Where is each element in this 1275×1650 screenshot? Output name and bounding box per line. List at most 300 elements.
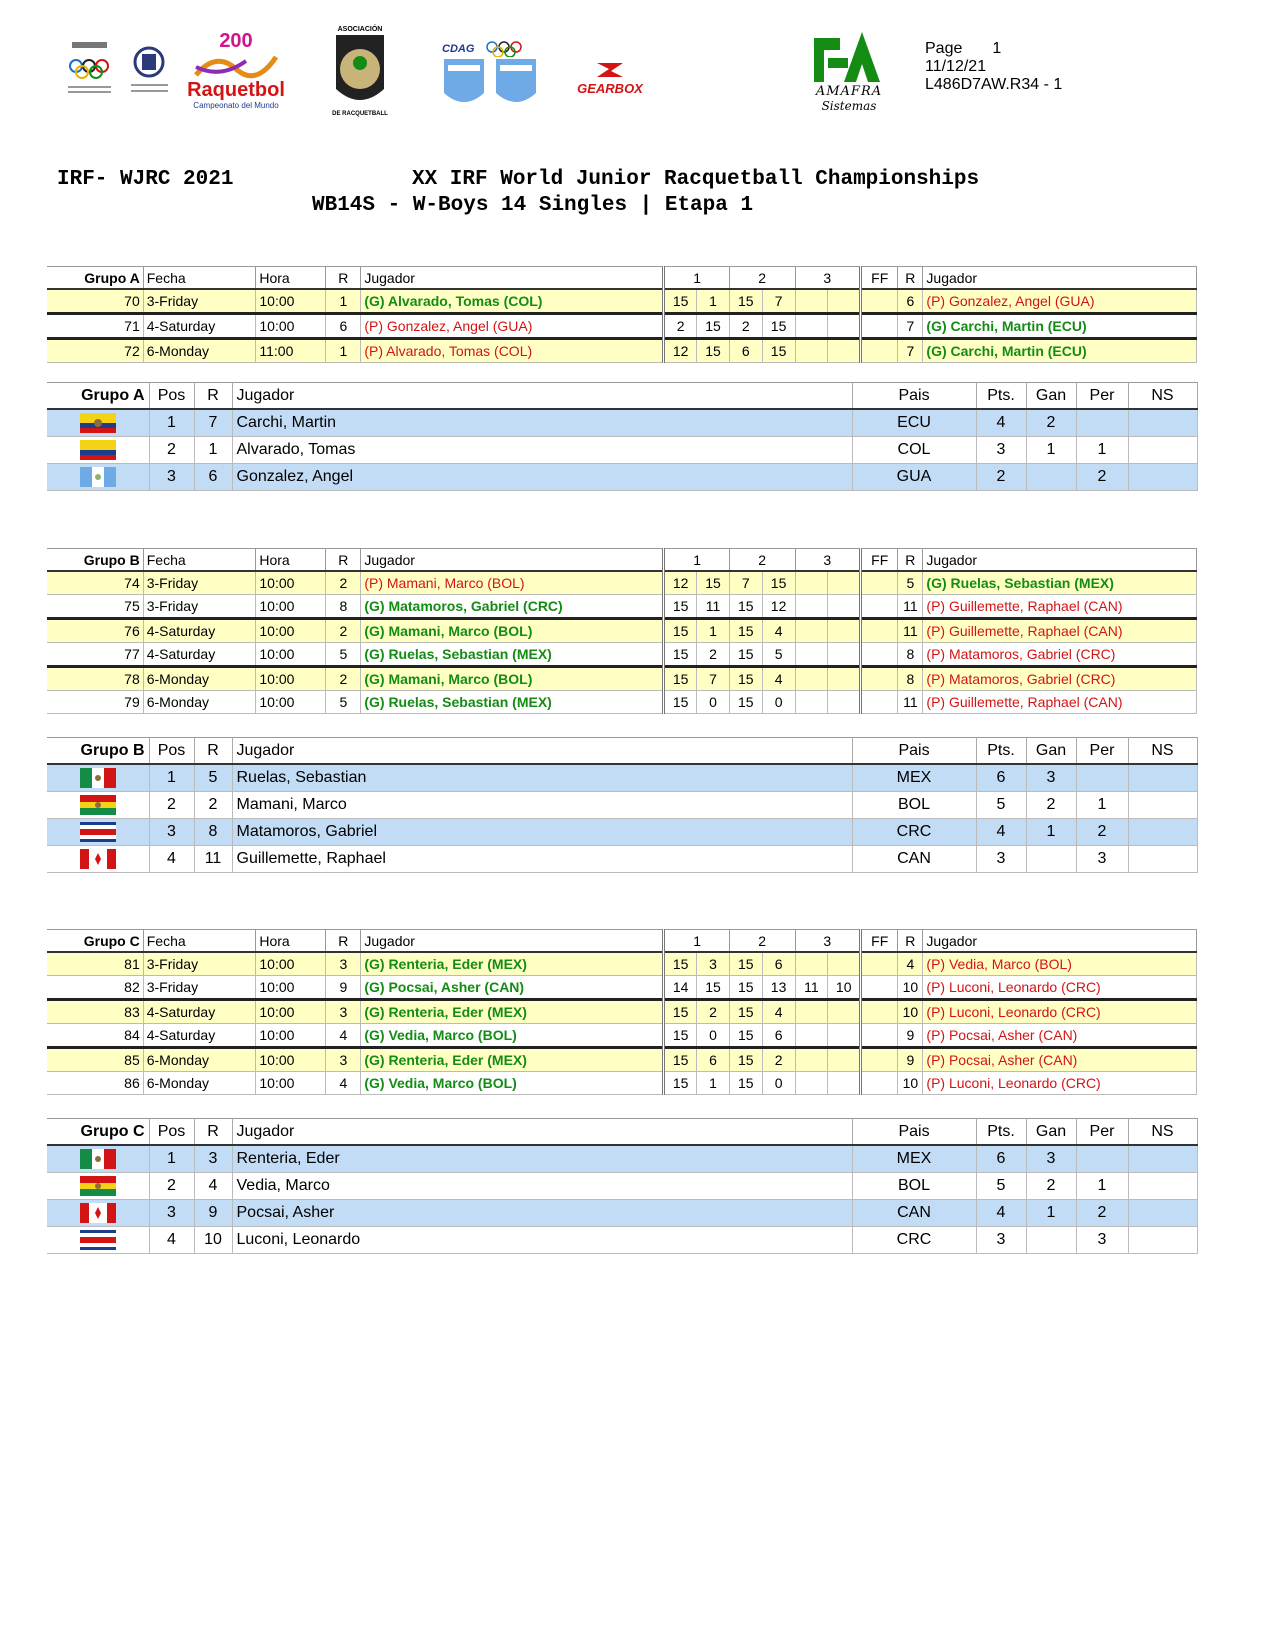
points: 3 xyxy=(976,846,1026,873)
player2-rank: 10 xyxy=(898,1000,923,1024)
raquetbol-200-logo: 200 Raquetbol Campeonato del Mundo xyxy=(187,29,285,110)
match-number: 79 xyxy=(47,691,143,714)
match-number: 70 xyxy=(47,289,143,314)
player1-rank: 3 xyxy=(326,1048,361,1072)
col-jugador2: Jugador xyxy=(923,930,1197,953)
player1-rank: 6 xyxy=(326,314,361,339)
match-date: 4-Saturday xyxy=(143,643,256,667)
game-score xyxy=(828,289,861,314)
col-hora: Hora xyxy=(256,267,326,290)
player-name: Ruelas, Sebastian xyxy=(232,764,852,792)
position: 1 xyxy=(149,409,194,437)
player-name: Matamoros, Gabriel xyxy=(232,819,852,846)
player2-rank: 7 xyxy=(898,339,923,363)
rank: 1 xyxy=(194,437,232,464)
forfeit xyxy=(861,1072,898,1095)
game-score xyxy=(795,1072,828,1095)
player2-name: (G) Carchi, Martin (ECU) xyxy=(923,314,1197,339)
forfeit xyxy=(861,667,898,691)
col-game-2: 2 xyxy=(729,549,795,572)
match-number: 74 xyxy=(47,571,143,595)
points: 5 xyxy=(976,792,1026,819)
game-score: 2 xyxy=(762,1048,795,1072)
game-score: 15 xyxy=(729,595,762,619)
rank: 2 xyxy=(194,792,232,819)
points: 6 xyxy=(976,1145,1026,1173)
col-per: Per xyxy=(1076,738,1128,765)
game-score: 6 xyxy=(762,1024,795,1048)
rank: 10 xyxy=(194,1227,232,1254)
player2-name: (G) Carchi, Martin (ECU) xyxy=(923,339,1197,363)
player2-name: (G) Ruelas, Sebastian (MEX) xyxy=(923,571,1197,595)
player-name: Renteria, Eder xyxy=(232,1145,852,1173)
col-per: Per xyxy=(1076,383,1128,410)
player-name: Guillemette, Raphael xyxy=(232,846,852,873)
player1-name: (G) Matamoros, Gabriel (CRC) xyxy=(361,595,664,619)
position: 3 xyxy=(149,1200,194,1227)
game-score: 12 xyxy=(762,595,795,619)
col-r: R xyxy=(326,930,361,953)
col-jugador: Jugador xyxy=(232,1119,852,1146)
lost: 1 xyxy=(1076,437,1128,464)
match-number: 86 xyxy=(47,1072,143,1095)
group-name: Grupo B xyxy=(47,738,149,765)
forfeit xyxy=(861,952,898,976)
player1-rank: 2 xyxy=(326,667,361,691)
player2-rank: 11 xyxy=(898,619,923,643)
player2-name: (P) Pocsai, Asher (CAN) xyxy=(923,1024,1197,1048)
col-ns: NS xyxy=(1128,383,1197,410)
country: CAN xyxy=(852,1200,976,1227)
col-hora: Hora xyxy=(256,930,326,953)
country: ECU xyxy=(852,409,976,437)
player-name: Gonzalez, Angel xyxy=(232,464,852,491)
col-jugador: Jugador xyxy=(361,549,664,572)
game-score: 15 xyxy=(697,314,730,339)
no-show xyxy=(1128,1200,1197,1227)
points: 4 xyxy=(976,409,1026,437)
game-score: 2 xyxy=(729,314,762,339)
col-r2: R xyxy=(898,549,923,572)
player2-name: (P) Guillemette, Raphael (CAN) xyxy=(923,691,1197,714)
country: MEX xyxy=(852,1145,976,1173)
game-score: 4 xyxy=(762,1000,795,1024)
standing-row xyxy=(47,1227,1197,1254)
standing-row xyxy=(47,764,1197,792)
col-r2: R xyxy=(898,267,923,290)
player1-rank: 9 xyxy=(326,976,361,1000)
rank: 11 xyxy=(194,846,232,873)
standing-row xyxy=(47,846,1197,873)
no-show xyxy=(1128,1145,1197,1173)
game-score: 15 xyxy=(697,976,730,1000)
flag-icon xyxy=(47,819,149,846)
game-score xyxy=(828,1048,861,1072)
championship-title: XX IRF World Junior Racquetball Championships xyxy=(412,168,980,191)
group-name: Grupo B xyxy=(47,549,143,572)
player2-rank: 10 xyxy=(898,1072,923,1095)
game-score: 0 xyxy=(697,691,730,714)
won: 1 xyxy=(1026,437,1076,464)
lost: 1 xyxy=(1076,1173,1128,1200)
no-show xyxy=(1128,464,1197,491)
game-score xyxy=(828,571,861,595)
rank: 9 xyxy=(194,1200,232,1227)
game-score: 2 xyxy=(697,1000,730,1024)
standing-row xyxy=(47,1200,1197,1227)
col-pais: Pais xyxy=(852,738,976,765)
player2-name: (P) Matamoros, Gabriel (CRC) xyxy=(923,667,1197,691)
player2-name: (P) Guillemette, Raphael (CAN) xyxy=(923,595,1197,619)
match-number: 71 xyxy=(47,314,143,339)
col-game-3: 3 xyxy=(795,549,861,572)
lost: 2 xyxy=(1076,819,1128,846)
olympic-committee-logo xyxy=(62,40,117,100)
page-number: 1 xyxy=(992,40,1002,57)
game-score: 15 xyxy=(729,289,762,314)
game-score: 15 xyxy=(729,1000,762,1024)
match-number: 81 xyxy=(47,952,143,976)
lost xyxy=(1076,1145,1128,1173)
points: 3 xyxy=(976,1227,1026,1254)
player1-name: (G) Renteria, Eder (MEX) xyxy=(361,1000,664,1024)
match-time: 10:00 xyxy=(256,619,326,643)
player1-rank: 4 xyxy=(326,1024,361,1048)
standing-row xyxy=(47,819,1197,846)
player1-name: (G) Ruelas, Sebastian (MEX) xyxy=(361,691,664,714)
points: 3 xyxy=(976,437,1026,464)
position: 4 xyxy=(149,846,194,873)
player1-rank: 4 xyxy=(326,1072,361,1095)
game-score xyxy=(828,952,861,976)
game-score: 1 xyxy=(697,1072,730,1095)
match-date: 6-Monday xyxy=(143,691,256,714)
country: GUA xyxy=(852,464,976,491)
col-r: R xyxy=(194,383,232,410)
match-time: 11:00 xyxy=(256,339,326,363)
col-game-3: 3 xyxy=(795,267,861,290)
won: 2 xyxy=(1026,1173,1076,1200)
game-score: 15 xyxy=(664,595,697,619)
match-row xyxy=(47,1048,1197,1072)
col-game-2: 2 xyxy=(729,930,795,953)
match-time: 10:00 xyxy=(256,1000,326,1024)
match-time: 10:00 xyxy=(256,571,326,595)
lost xyxy=(1076,409,1128,437)
game-score xyxy=(795,571,828,595)
match-time: 10:00 xyxy=(256,1072,326,1095)
col-r: R xyxy=(194,1119,232,1146)
player2-name: (P) Vedia, Marco (BOL) xyxy=(923,952,1197,976)
player1-name: (G) Mamani, Marco (BOL) xyxy=(361,667,664,691)
col-pos: Pos xyxy=(149,383,194,410)
col-jugador2: Jugador xyxy=(923,267,1197,290)
country: BOL xyxy=(852,1173,976,1200)
game-score: 0 xyxy=(762,1072,795,1095)
col-gan: Gan xyxy=(1026,738,1076,765)
match-date: 4-Saturday xyxy=(143,619,256,643)
col-r2: R xyxy=(898,930,923,953)
flag-icon xyxy=(47,437,149,464)
game-score: 11 xyxy=(697,595,730,619)
col-r: R xyxy=(326,267,361,290)
player2-rank: 9 xyxy=(898,1048,923,1072)
game-score: 15 xyxy=(664,619,697,643)
col-fecha: Fecha xyxy=(143,549,256,572)
game-score: 6 xyxy=(697,1048,730,1072)
match-time: 10:00 xyxy=(256,691,326,714)
player-name: Pocsai, Asher xyxy=(232,1200,852,1227)
col-hora: Hora xyxy=(256,549,326,572)
match-time: 10:00 xyxy=(256,952,326,976)
game-score: 15 xyxy=(729,1024,762,1048)
col-game-1: 1 xyxy=(664,267,730,290)
forfeit xyxy=(861,289,898,314)
col-pais: Pais xyxy=(852,383,976,410)
player1-rank: 3 xyxy=(326,952,361,976)
rank: 7 xyxy=(194,409,232,437)
game-score: 2 xyxy=(697,643,730,667)
match-row xyxy=(47,976,1197,1000)
match-row xyxy=(47,619,1197,643)
game-score: 15 xyxy=(664,289,697,314)
player1-name: (G) Renteria, Eder (MEX) xyxy=(361,952,664,976)
forfeit xyxy=(861,314,898,339)
player-name: Carchi, Martin xyxy=(232,409,852,437)
match-table xyxy=(47,266,1197,363)
player2-name: (P) Matamoros, Gabriel (CRC) xyxy=(923,643,1197,667)
match-number: 85 xyxy=(47,1048,143,1072)
match-time: 10:00 xyxy=(256,595,326,619)
flag-icon xyxy=(47,1227,149,1254)
standing-row xyxy=(47,437,1197,464)
forfeit xyxy=(861,571,898,595)
won: 3 xyxy=(1026,1145,1076,1173)
lost: 1 xyxy=(1076,792,1128,819)
col-ff: FF xyxy=(861,267,898,290)
match-date: 6-Monday xyxy=(143,1048,256,1072)
col-pts: Pts. xyxy=(976,738,1026,765)
player-name: Vedia, Marco xyxy=(232,1173,852,1200)
col-gan: Gan xyxy=(1026,1119,1076,1146)
match-date: 4-Saturday xyxy=(143,1000,256,1024)
flag-icon xyxy=(47,764,149,792)
game-score: 15 xyxy=(762,314,795,339)
game-score: 12 xyxy=(664,339,697,363)
col-pts: Pts. xyxy=(976,383,1026,410)
standings-table xyxy=(47,382,1198,491)
country: CAN xyxy=(852,846,976,873)
player-name: Luconi, Leonardo xyxy=(232,1227,852,1254)
game-score: 15 xyxy=(664,952,697,976)
points: 5 xyxy=(976,1173,1026,1200)
player2-rank: 10 xyxy=(898,976,923,1000)
game-score: 15 xyxy=(762,571,795,595)
col-pts: Pts. xyxy=(976,1119,1026,1146)
player1-rank: 2 xyxy=(326,619,361,643)
standing-row xyxy=(47,409,1197,437)
game-score xyxy=(795,1024,828,1048)
flag-icon xyxy=(47,409,149,437)
col-r: R xyxy=(194,738,232,765)
forfeit xyxy=(861,339,898,363)
game-score: 15 xyxy=(664,1024,697,1048)
forfeit xyxy=(861,643,898,667)
country: COL xyxy=(852,437,976,464)
match-date: 6-Monday xyxy=(143,1072,256,1095)
match-time: 10:00 xyxy=(256,667,326,691)
amafra-logo: AMAFRA Sistemas xyxy=(808,24,890,116)
no-show xyxy=(1128,1227,1197,1254)
match-date: 3-Friday xyxy=(143,571,256,595)
game-score: 12 xyxy=(664,571,697,595)
game-score: 15 xyxy=(729,691,762,714)
report-code: L486D7AW.R34 - 1 xyxy=(925,76,1063,93)
game-score xyxy=(795,1048,828,1072)
position: 3 xyxy=(149,819,194,846)
game-score: 10 xyxy=(828,976,861,1000)
game-score xyxy=(828,619,861,643)
game-score: 6 xyxy=(762,952,795,976)
game-score: 11 xyxy=(795,976,828,1000)
game-score: 15 xyxy=(729,667,762,691)
match-number: 72 xyxy=(47,339,143,363)
points: 6 xyxy=(976,764,1026,792)
report-date: 11/12/21 xyxy=(925,58,987,75)
gearbox-logo: GEARBOX xyxy=(565,55,655,100)
game-score: 15 xyxy=(729,1048,762,1072)
won xyxy=(1026,464,1076,491)
game-score: 0 xyxy=(762,691,795,714)
game-score: 15 xyxy=(697,339,730,363)
standings-table xyxy=(47,1118,1198,1254)
player1-name: (G) Vedia, Marco (BOL) xyxy=(361,1072,664,1095)
sports-federation-logo xyxy=(127,42,172,102)
col-gan: Gan xyxy=(1026,383,1076,410)
flag-icon xyxy=(47,1145,149,1173)
match-number: 83 xyxy=(47,1000,143,1024)
group-name: Grupo C xyxy=(47,930,143,953)
game-score: 15 xyxy=(729,619,762,643)
player2-rank: 11 xyxy=(898,595,923,619)
won: 1 xyxy=(1026,1200,1076,1227)
col-pais: Pais xyxy=(852,1119,976,1146)
game-score xyxy=(828,1024,861,1048)
player1-name: (P) Mamani, Marco (BOL) xyxy=(361,571,664,595)
game-score: 6 xyxy=(729,339,762,363)
game-score: 0 xyxy=(697,1024,730,1048)
match-number: 77 xyxy=(47,643,143,667)
category-title: WB14S - W-Boys 14 Singles | Etapa 1 xyxy=(312,194,754,217)
game-score: 7 xyxy=(697,667,730,691)
col-jugador: Jugador xyxy=(361,267,664,290)
forfeit xyxy=(861,1048,898,1072)
rank: 5 xyxy=(194,764,232,792)
points: 4 xyxy=(976,819,1026,846)
col-jugador2: Jugador xyxy=(923,549,1197,572)
country: CRC xyxy=(852,1227,976,1254)
player-name: Mamani, Marco xyxy=(232,792,852,819)
col-fecha: Fecha xyxy=(143,930,256,953)
flag-icon xyxy=(47,1173,149,1200)
match-table xyxy=(47,929,1197,1095)
lost: 3 xyxy=(1076,1227,1128,1254)
won xyxy=(1026,846,1076,873)
no-show xyxy=(1128,409,1197,437)
game-score xyxy=(795,691,828,714)
game-score: 15 xyxy=(729,1072,762,1095)
game-score: 5 xyxy=(762,643,795,667)
game-score: 7 xyxy=(762,289,795,314)
game-score: 15 xyxy=(664,667,697,691)
match-row xyxy=(47,952,1197,976)
match-row xyxy=(47,1024,1197,1048)
standing-row xyxy=(47,792,1197,819)
match-time: 10:00 xyxy=(256,1024,326,1048)
group-name: Grupo C xyxy=(47,1119,149,1146)
col-jugador: Jugador xyxy=(232,383,852,410)
game-score: 15 xyxy=(697,571,730,595)
game-score xyxy=(828,1072,861,1095)
no-show xyxy=(1128,819,1197,846)
player1-name: (P) Gonzalez, Angel (GUA) xyxy=(361,314,664,339)
match-table xyxy=(47,548,1197,714)
player1-name: (G) Renteria, Eder (MEX) xyxy=(361,1048,664,1072)
game-score xyxy=(795,619,828,643)
player2-rank: 8 xyxy=(898,643,923,667)
forfeit xyxy=(861,595,898,619)
match-row xyxy=(47,289,1197,314)
rank: 8 xyxy=(194,819,232,846)
col-jugador: Jugador xyxy=(361,930,664,953)
match-row xyxy=(47,1000,1197,1024)
no-show xyxy=(1128,1173,1197,1200)
player2-rank: 5 xyxy=(898,571,923,595)
player1-rank: 8 xyxy=(326,595,361,619)
game-score xyxy=(828,1000,861,1024)
game-score: 15 xyxy=(729,952,762,976)
game-score: 15 xyxy=(729,643,762,667)
player1-rank: 1 xyxy=(326,289,361,314)
game-score xyxy=(795,339,828,363)
flag-icon xyxy=(47,846,149,873)
no-show xyxy=(1128,437,1197,464)
country: CRC xyxy=(852,819,976,846)
no-show xyxy=(1128,792,1197,819)
game-score: 7 xyxy=(729,571,762,595)
standing-row xyxy=(47,1173,1197,1200)
player1-rank: 1 xyxy=(326,339,361,363)
col-game-1: 1 xyxy=(664,549,730,572)
player2-rank: 8 xyxy=(898,667,923,691)
page-info xyxy=(925,40,1062,94)
game-score: 2 xyxy=(664,314,697,339)
col-ns: NS xyxy=(1128,738,1197,765)
game-score xyxy=(795,643,828,667)
game-score: 3 xyxy=(697,952,730,976)
col-pos: Pos xyxy=(149,738,194,765)
game-score: 4 xyxy=(762,619,795,643)
player2-rank: 4 xyxy=(898,952,923,976)
col-fecha: Fecha xyxy=(143,267,256,290)
match-number: 82 xyxy=(47,976,143,1000)
match-number: 84 xyxy=(47,1024,143,1048)
forfeit xyxy=(861,691,898,714)
group-name: Grupo A xyxy=(47,267,143,290)
game-score xyxy=(795,595,828,619)
game-score xyxy=(828,314,861,339)
col-pos: Pos xyxy=(149,1119,194,1146)
